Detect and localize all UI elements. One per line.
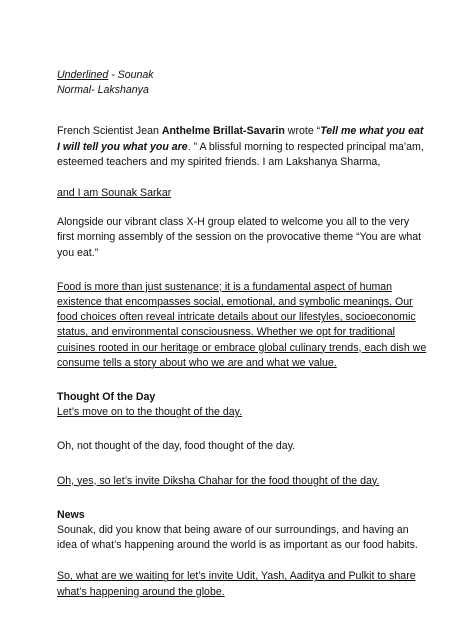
food-paragraph: Food is more than just sustenance; it is a fundamental aspect of human existence that encompasses social, emotional, and symbolic meanings. Our food choices often reveal intricate details about our lifestyles, socioeconomic status, and environmental consciousness. Whether we opt for traditional cuisines rooted in our heritage or embrace global culinary trends, each dish we consume tells a story about who we are and what we value. — [57, 280, 427, 369]
legend-underlined — [57, 68, 427, 83]
thought-line-2: Oh, not thought of the day, food thought of the day. — [57, 440, 296, 453]
sounak-intro: and I am Sounak Sarkar — [57, 187, 172, 200]
thought-heading: Thought Of the Day — [57, 391, 156, 404]
intro-part3: . ” A blissful morning to respected principal ma’am, esteemed teachers and my spirited friends. I am Lakshanya Sharma, — [57, 140, 424, 168]
intro-quote: Tell me what you eat I will tell you what you are — [57, 125, 424, 153]
welcome-paragraph: Alongside our vibrant class X-H group elated to welcome you all to the very first morning assembly of the session on the provocative theme “You are what you eat.” — [57, 216, 422, 259]
legend-underlined-speaker: - Sounak — [108, 69, 154, 81]
news-heading: News — [57, 508, 85, 521]
thought-line-3: Oh, yes, so let’s invite Diksha Chahar for the food thought of the day. — [57, 474, 380, 487]
legend-underlined-label: Underlined — [57, 69, 109, 81]
legend-normal: Normal- Lakshanya — [57, 84, 149, 97]
intro-part2: wrote “ — [284, 125, 321, 138]
intro-name: Anthelme Brillat-Savarin — [161, 125, 285, 138]
document-page — [57, 68, 427, 600]
news-line-2: So, what are we waiting for let’s invite Udit, Yash, Aaditya and Pulkit to share what’s happening around the globe. — [57, 570, 416, 598]
intro-part1: French Scientist Jean — [57, 125, 162, 138]
thought-line-1: Let’s move on to the thought of the day. — [57, 406, 243, 419]
intro-paragraph — [57, 124, 427, 170]
news-line-1: Sounak, did you know that being aware of our surroundings, and having an idea of what’s happening around the world is as important as our food habits. — [57, 524, 418, 552]
